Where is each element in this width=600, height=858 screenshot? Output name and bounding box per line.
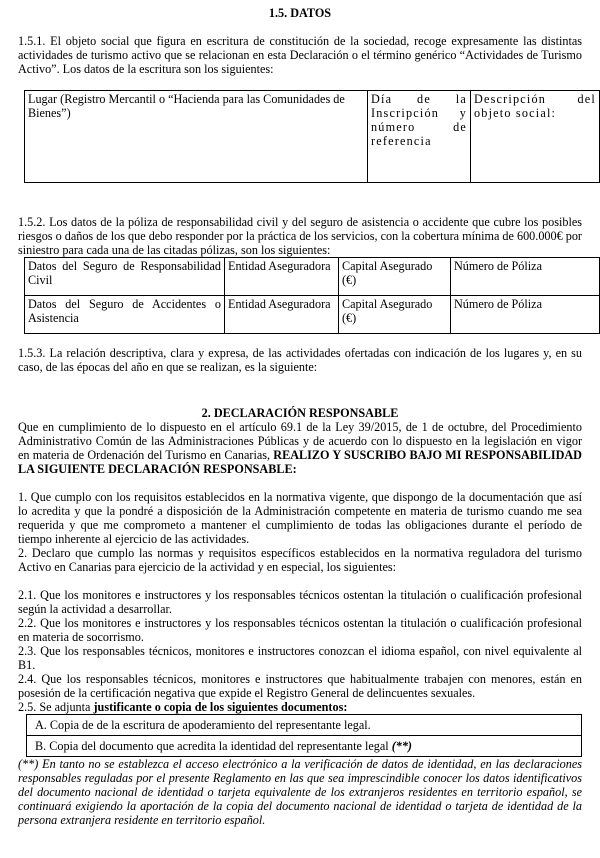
section-title-declaracion: 2. DECLARACIÓN RESPONSABLE [201, 406, 399, 420]
declaration-intro-text: Que en cumplimiento de lo dispuesto en el artículo 69.1 de la Ley 39/2015, de 1 de octubre, del Procedimiento Administrativo Común de las Administraciones Públicas y de acuerdo con lo dispuesto en la legislación en vigor en materia de Ordenación del Turismo en Canarias, [18, 420, 582, 462]
declaration-item-2-3: 2.3. Que los responsables técnicos, monitores e instructores conozcan el idioma español, con nivel equivalente al B1. [18, 644, 582, 672]
declaration-intro [18, 420, 582, 476]
insurance-cell: Entidad Aseguradora [225, 296, 339, 334]
escritura-place-cell: Lugar (Registro Mercantil o “Hacienda para las Comunidades de Bienes”) [25, 91, 368, 183]
table-row [25, 296, 600, 334]
document-b-text: B. Copia del documento que acredita la identidad del representante legal [35, 739, 392, 753]
declaration-item-2-1: 2.1. Que los monitores e instructores y los responsables técnicos ostentan la titulación o cualificación profesional según la actividad a desarrollar. [18, 588, 582, 616]
document-b-mark: (**) [391, 739, 412, 753]
declaration-item-2-2: 2.2. Que los monitores e instructores y los responsables técnicos ostentan la titulación o cualificación profesional en materia de socorrismo. [18, 616, 582, 644]
document-b-cell [27, 736, 582, 757]
declaration-intro-bold: REALIZO Y SUSCRIBO BAJO MI RESPONSABILIDAD LA SIGUIENTE DECLARACIÓN RESPONSABLE: [18, 448, 582, 476]
declaration-item-2-4: 2.4. Que los responsables técnicos, monitores e instructores que habitualmente trabajen con menores, están en posesión de la certificación negativa que expide el Registro General de delincuentes sexuales. [18, 672, 582, 700]
insurance-cell: Número de Póliza [451, 258, 600, 296]
escritura-date-cell: Día de la Inscripción y número de referencia [368, 91, 471, 183]
section-title-datos: 1.5. DATOS [268, 6, 332, 20]
paragraph-1-5-1: 1.5.1. El objeto social que figura en escritura de constitución de la sociedad, recoge expresamente las distintas actividades de turismo activo que se relacionan en esta Declaración o el término genérico “Actividades de Turismo Activo”. Los datos de la escritura son los siguientes: [18, 34, 582, 76]
escritura-object-cell: Descripción del objeto social: [471, 91, 600, 183]
table-row [25, 258, 600, 296]
item-2-5-text: 2.5. Se adjunta [18, 700, 94, 714]
insurance-cell: Capital Asegurado (€) [339, 258, 451, 296]
declaration-item-2-5 [18, 700, 582, 714]
declaration-item-1: 1. Que cumplo con los requisitos establecidos en la normativa vigente, que dispongo de la documentación que así lo acredita y que la pondré a disposición de la Administración competente en materia de turismo cuando me sea requerida y que me comprometo a mantener el cumplimiento de todas las obligaciones durante el período de tiempo inherente al ejercicio de las actividades. [18, 490, 582, 546]
insurance-cell: Número de Póliza [451, 296, 600, 334]
insurance-cell: Datos del Seguro de Accidentes o Asistencia [25, 296, 225, 334]
document-a-cell: A. Copia de de la escritura de apoderamiento del representante legal. [27, 715, 582, 736]
footnote: (**) En tanto no se establezca el acceso electrónico a la verificación de datos de identidad, en las declaraciones responsables reguladas por el presente Reglamento en las que sea imprescindible conocer los datos identificativos del documento nacional de identidad o tarjeta equivalente de los extranjeros residentes en territorio español, se continuará exigiendo la aportación de la copia del documento nacional de identidad o tarjeta de identidad de la persona extranjera residente en territorio español. [18, 757, 582, 827]
declaration-item-2: 2. Declaro que cumplo las normas y requisitos específicos establecidos en la normativa reguladora del turismo Activo en Canarias para ejercicio de la actividad y en especial, los siguientes: [18, 546, 582, 574]
table-row [27, 715, 582, 736]
insurance-cell: Entidad Aseguradora [225, 258, 339, 296]
insurance-cell: Capital Asegurado (€) [339, 296, 451, 334]
paragraph-1-5-3: 1.5.3. La relación descriptiva, clara y expresa, de las actividades ofertadas con indicación de los lugares y, en su caso, de las épocas del año en que se realizan, es la siguiente: [18, 346, 582, 374]
insurance-table [24, 257, 600, 334]
item-2-5-bold: justificante o copia de los siguientes documentos: [93, 700, 348, 714]
paragraph-1-5-2: 1.5.2. Los datos de la póliza de responsabilidad civil y del seguro de asistencia o accidente que cubre los posibles riesgos o daños de los que debo responder por la práctica de los servicios, con la cobertura mínima de 600.000€ por siniestro para cada una de las citadas pólizas, son los siguientes: [18, 215, 582, 257]
documents-table [26, 714, 582, 757]
table-row [27, 736, 582, 757]
escritura-table [24, 90, 600, 183]
insurance-cell: Datos del Seguro de Responsabilidad Civil [25, 258, 225, 296]
